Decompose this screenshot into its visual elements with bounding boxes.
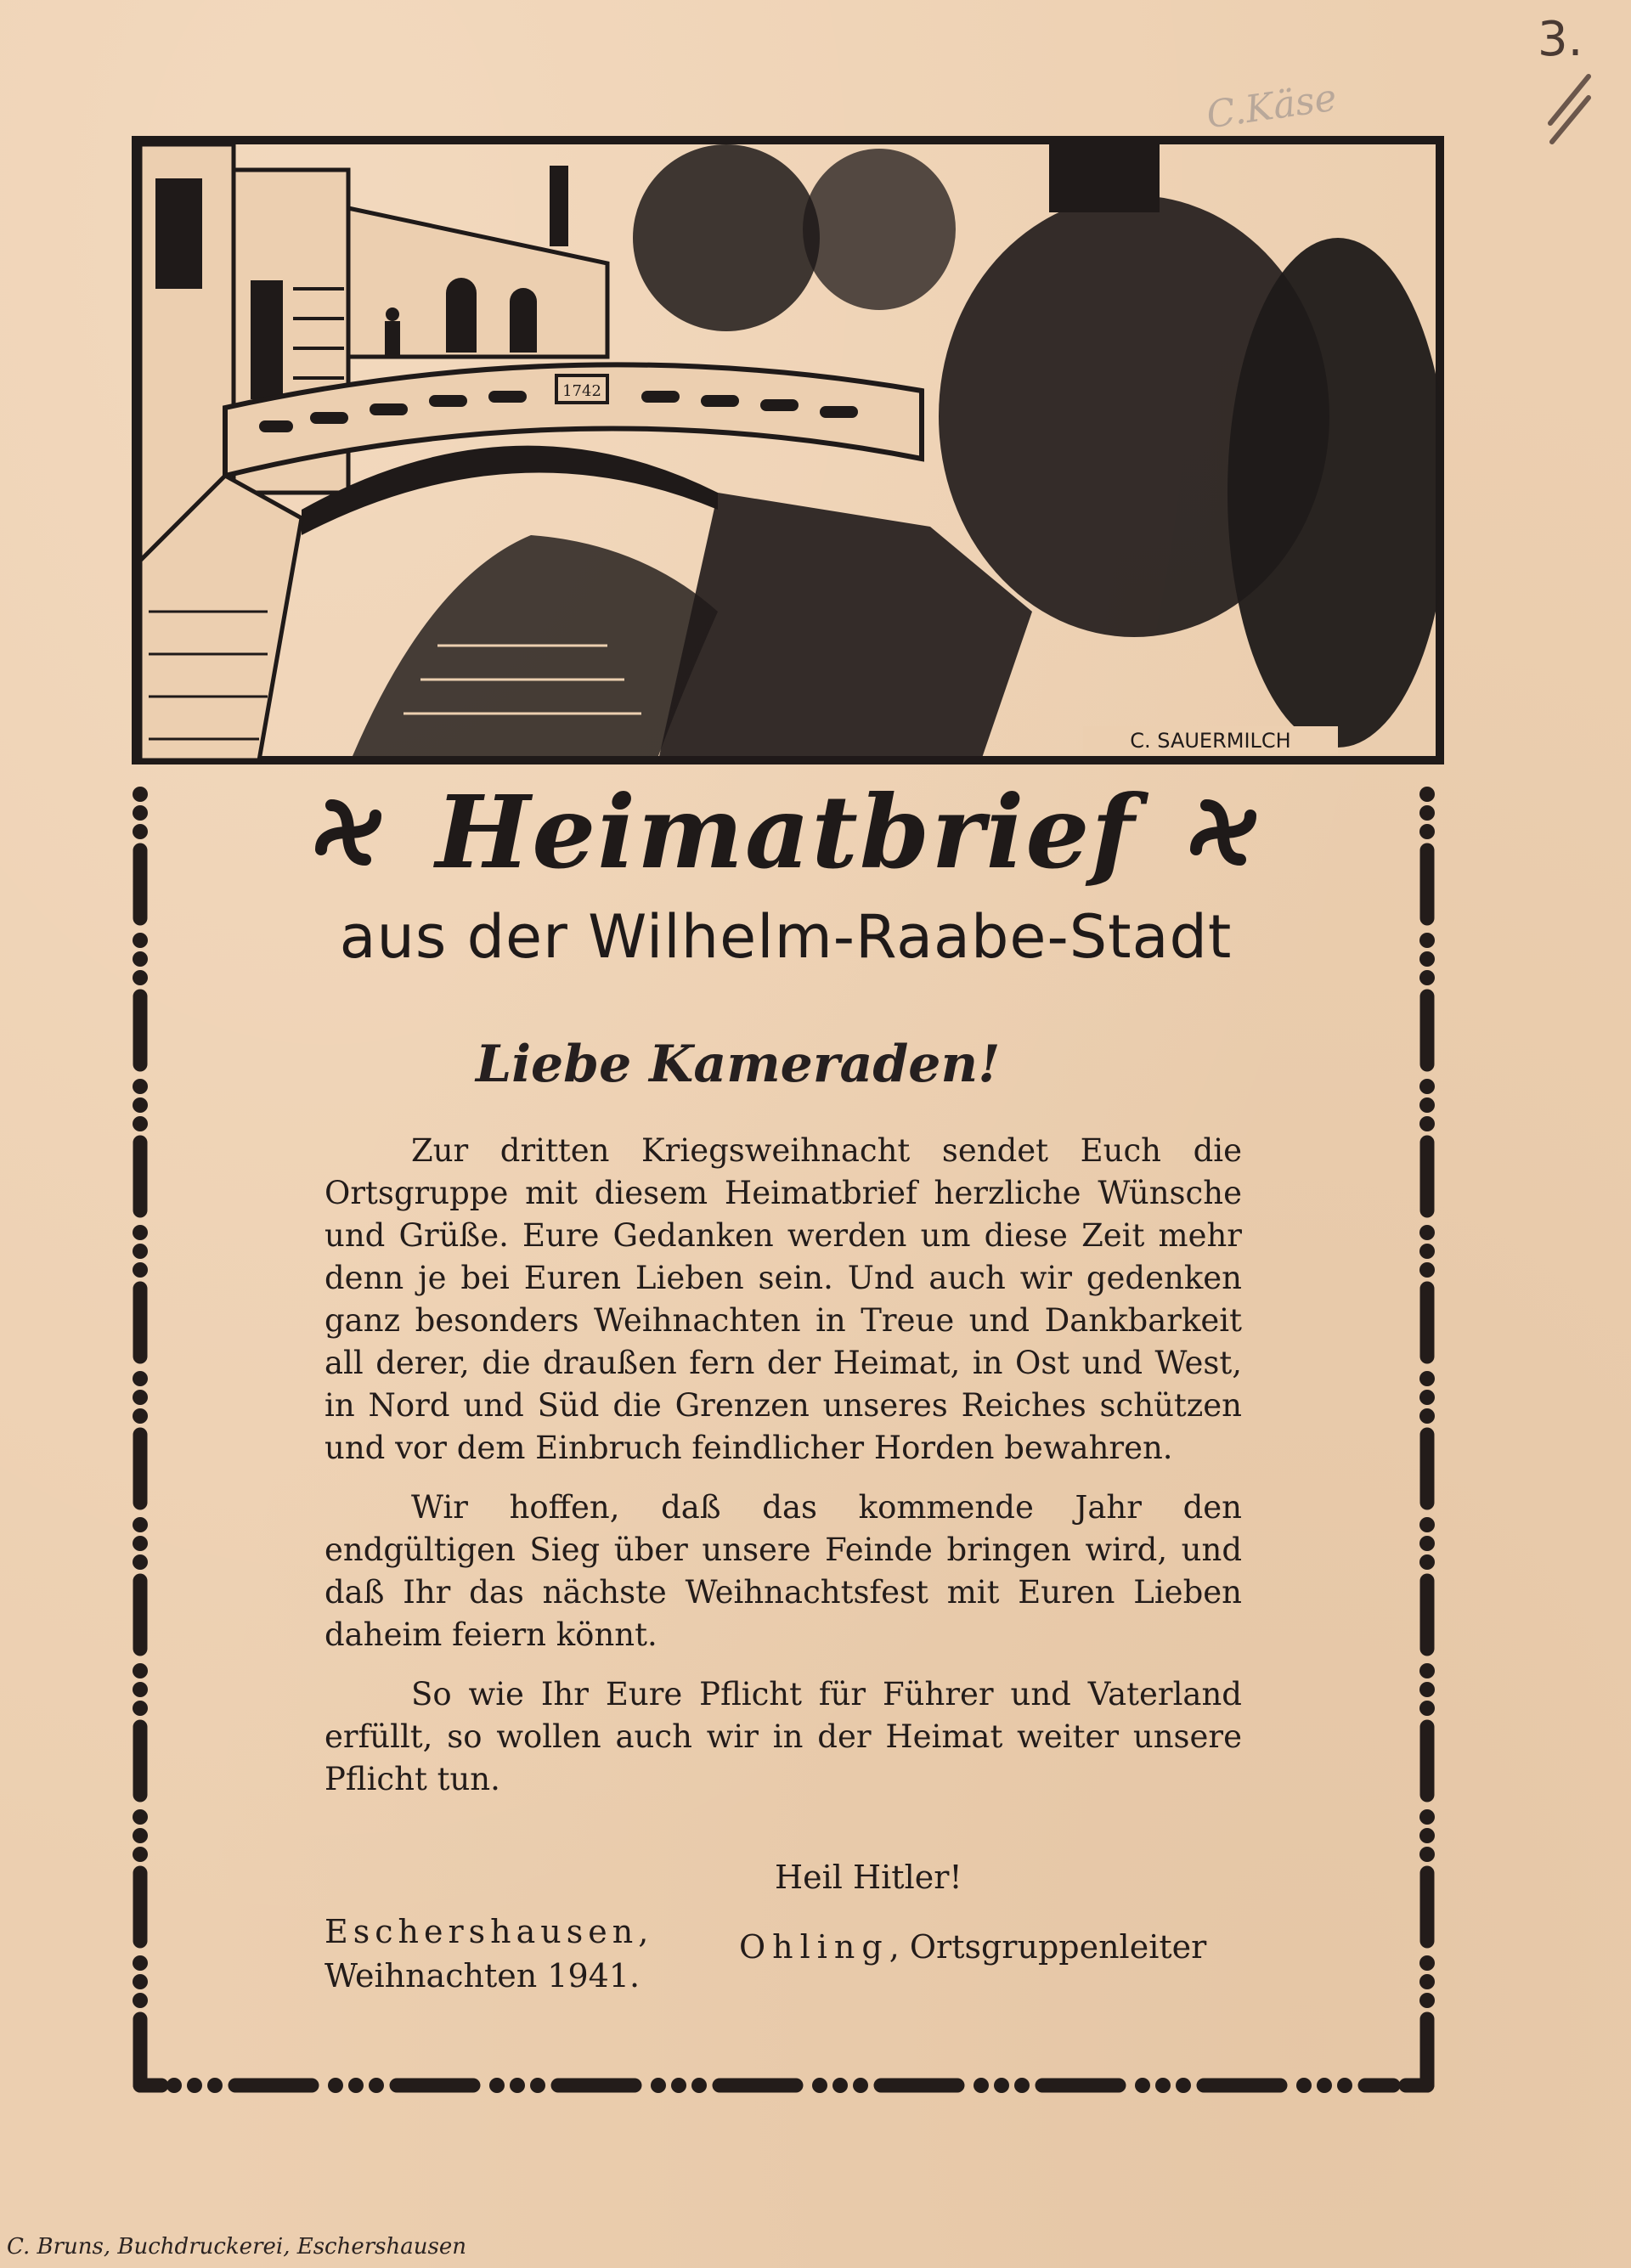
closing-greeting: Heil Hitler! (775, 1859, 962, 1896)
border-dot (1419, 1993, 1435, 2008)
border-dot (1419, 1847, 1435, 1862)
border-dot (133, 1517, 148, 1532)
paragraph: So wie Ihr Eure Pflicht für Führer und Vaterland erfüllt, so wollen auch wir in der Heimat weiter unsere Pflicht tun. (325, 1676, 1242, 1797)
border-dot (133, 1974, 148, 1989)
border-dot (133, 1809, 148, 1825)
border-dot (133, 1244, 148, 1259)
border-dot (651, 2078, 666, 2093)
border-dot (1419, 1955, 1435, 1971)
border-dot (530, 2078, 545, 2093)
border-dot (812, 2078, 827, 2093)
border-dot (133, 1701, 148, 1716)
border-dot (1419, 824, 1435, 839)
border-dot (328, 2078, 343, 2093)
border-dot (166, 2078, 182, 2093)
border-dot (133, 1955, 148, 1971)
emblem-icon-left (306, 790, 391, 875)
border-dot (510, 2078, 525, 2093)
border-dot (489, 2078, 505, 2093)
border-dot (1419, 1390, 1435, 1405)
border-dot (133, 970, 148, 985)
salutation: Liebe Kameraden! (476, 1035, 1001, 1094)
date: Weihnachten 1941. (325, 1957, 641, 1994)
border-dot (1419, 805, 1435, 821)
border-dot (1419, 1701, 1435, 1716)
border-dot (1419, 1408, 1435, 1424)
border-dot (133, 1390, 148, 1405)
printer-imprint: C. Bruns, Buchdruckerei, Eschershausen (7, 2234, 466, 2260)
border-dot (133, 933, 148, 948)
pencil-note: C.Käse (1204, 76, 1340, 138)
border-dot (133, 805, 148, 821)
border-dot (133, 1536, 148, 1551)
signer-title: , Ortsgruppenleiter (889, 1928, 1207, 1966)
border-dot (133, 1371, 148, 1386)
artist-signature: C. SAUERMILCH (1130, 729, 1291, 753)
border-dot (1419, 1097, 1435, 1113)
border-dot (133, 787, 148, 802)
border-dot (853, 2078, 868, 2093)
bridge-illustration (132, 136, 1444, 764)
border-dot (1014, 2078, 1030, 2093)
emblem-icon-right (1181, 790, 1266, 875)
border-dot (1419, 1244, 1435, 1259)
border-dot (133, 1663, 148, 1678)
place-and-date (325, 1910, 653, 1998)
border-dot (994, 2078, 1009, 2093)
border-dot (133, 1828, 148, 1843)
border-dot (1176, 2078, 1191, 2093)
border-dot (1419, 1517, 1435, 1532)
border-dot (1419, 1079, 1435, 1094)
border-dot (1419, 787, 1435, 802)
border-dot (1419, 933, 1435, 948)
border-dot (1337, 2078, 1352, 2093)
border-dot (1419, 970, 1435, 985)
border-dot (133, 1554, 148, 1570)
document-title: Heimatbrief (435, 773, 1137, 891)
border-dot (133, 1116, 148, 1131)
place: Eschershausen, (325, 1913, 654, 1950)
signer-name: Ohling (739, 1928, 889, 1966)
border-dot (133, 1079, 148, 1094)
border-dot (1296, 2078, 1312, 2093)
border-dot (1419, 1536, 1435, 1551)
paragraph: Zur dritten Kriegsweihnacht sendet Euch die Ortsgruppe mit diesem Heimatbrief herzliche Wünsche und Grüße. Eure Gedanken werden um diese Zeit mehr denn je bei Euren Lieben sein. Und auch wir gedenken ganz besonders Weihnachten in Treue und Dankbarkeit all derer, die draußen fern der Heimat, in Ost und West, in Nord und Süd die Grenzen unseres Reiches schützen und vor dem Einbruch feindlicher Horden bewahren. (325, 1132, 1242, 1466)
border-dot (133, 1097, 148, 1113)
border-dot (1419, 1225, 1435, 1240)
border-dot (348, 2078, 364, 2093)
border-dot (133, 1682, 148, 1697)
handwritten-double-stroke (1542, 72, 1593, 149)
title-row (306, 769, 1266, 896)
border-dot (133, 1225, 148, 1240)
border-dot (1419, 951, 1435, 967)
border-dot (974, 2078, 989, 2093)
border-dot (1419, 1974, 1435, 1989)
border-dot (1419, 1828, 1435, 1843)
border-dot (1317, 2078, 1332, 2093)
border-dot (369, 2078, 384, 2093)
border-dot (1419, 1262, 1435, 1278)
border-dot (1419, 1663, 1435, 1678)
border-dot (1419, 1809, 1435, 1825)
border-dot (133, 1847, 148, 1862)
border-dot (832, 2078, 848, 2093)
paragraph: Wir hoffen, daß das kommende Jahr den endgültigen Sieg über unsere Feinde bringen wird, und daß Ihr das nächste Weihnachtsfest mit Euren Lieben daheim feiern könnt. (325, 1489, 1242, 1653)
border-dot (1155, 2078, 1171, 2093)
border-dot (1419, 1554, 1435, 1570)
border-dot (133, 1262, 148, 1278)
border-dot (1419, 1371, 1435, 1386)
border-dot (691, 2078, 707, 2093)
border-dot (187, 2078, 202, 2093)
border-dot (133, 1408, 148, 1424)
bridge-date-plaque: 1742 (562, 382, 601, 400)
border-dot (133, 1993, 148, 2008)
document-subtitle: aus der Wilhelm-Raabe-Stadt (339, 902, 1233, 972)
letter-body (325, 1130, 1242, 1818)
border-dot (1419, 1682, 1435, 1697)
border-dot (671, 2078, 686, 2093)
handwritten-page-number: 3. (1538, 12, 1583, 67)
border-dot (1135, 2078, 1150, 2093)
border-dot (1419, 1116, 1435, 1131)
border-dot (133, 824, 148, 839)
border-dot (133, 951, 148, 967)
signature (739, 1928, 1206, 1966)
border-dot (207, 2078, 223, 2093)
